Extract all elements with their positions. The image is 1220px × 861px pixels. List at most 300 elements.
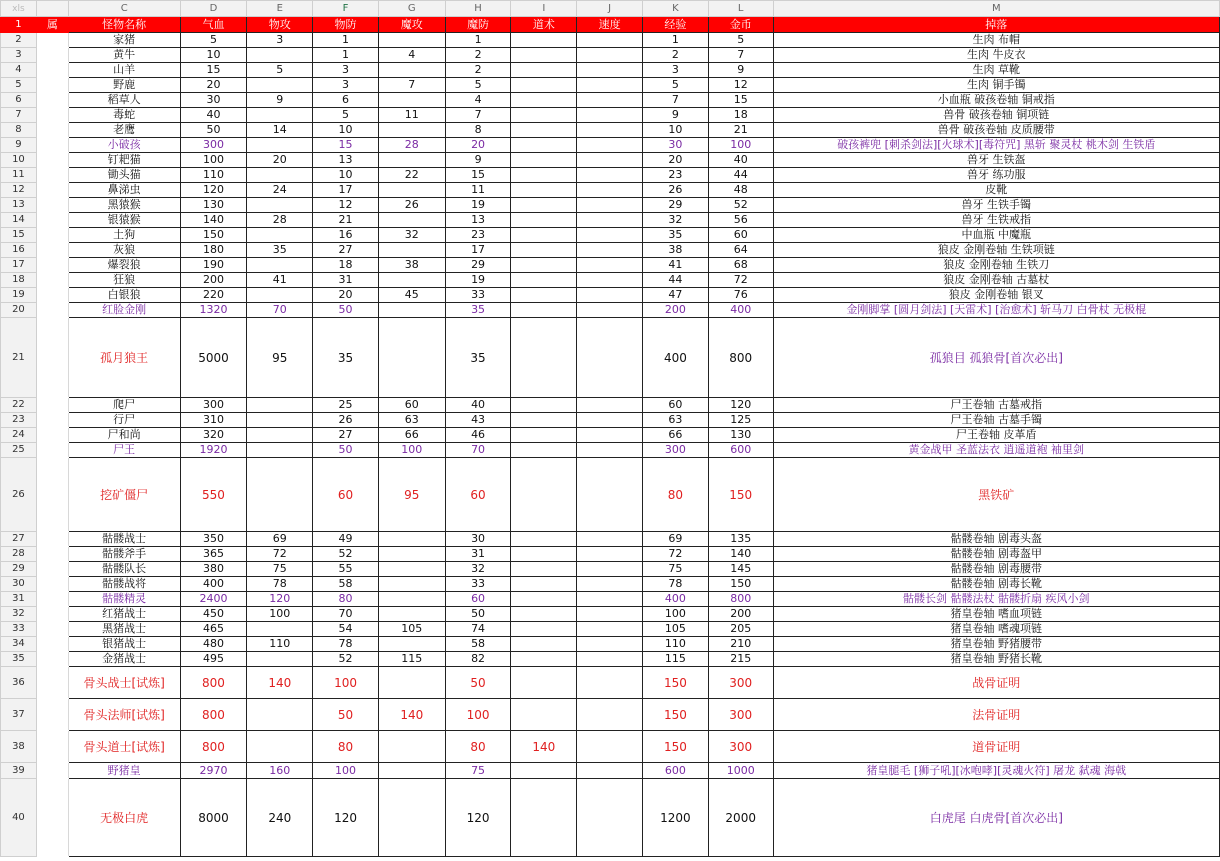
stat-cell[interactable]: 3 <box>247 33 313 48</box>
monster-name-cell[interactable]: 土狗 <box>68 228 180 243</box>
cell[interactable] <box>36 48 68 63</box>
stat-cell[interactable]: 300 <box>708 667 773 699</box>
row-header[interactable]: 1 <box>1 17 37 33</box>
row-header[interactable]: 27 <box>1 532 37 547</box>
stat-cell[interactable]: 9 <box>642 108 708 123</box>
stat-cell[interactable]: 69 <box>247 532 313 547</box>
stat-cell[interactable]: 40 <box>180 108 247 123</box>
stat-cell[interactable] <box>577 413 643 428</box>
row-header[interactable]: 20 <box>1 303 37 318</box>
cell[interactable] <box>36 699 68 731</box>
stat-cell[interactable]: 82 <box>445 652 511 667</box>
stat-cell[interactable] <box>378 213 445 228</box>
stat-cell[interactable] <box>577 607 643 622</box>
stat-cell[interactable]: 7 <box>642 93 708 108</box>
cell[interactable] <box>36 33 68 48</box>
stat-cell[interactable]: 150 <box>642 699 708 731</box>
stat-cell[interactable] <box>511 33 577 48</box>
stat-cell[interactable]: 5 <box>313 108 379 123</box>
stat-cell[interactable]: 60 <box>313 458 379 532</box>
stat-cell[interactable] <box>247 398 313 413</box>
stat-cell[interactable]: 20 <box>642 153 708 168</box>
stat-cell[interactable]: 800 <box>180 699 247 731</box>
stat-cell[interactable]: 800 <box>180 667 247 699</box>
stat-cell[interactable]: 1200 <box>642 779 708 857</box>
stat-cell[interactable]: 40 <box>445 398 511 413</box>
stat-cell[interactable]: 74 <box>445 622 511 637</box>
stat-cell[interactable]: 75 <box>642 562 708 577</box>
cell[interactable] <box>36 607 68 622</box>
stat-cell[interactable]: 100 <box>642 607 708 622</box>
monster-name-cell[interactable]: 金猪战士 <box>68 652 180 667</box>
stat-cell[interactable]: 20 <box>313 288 379 303</box>
row-header[interactable]: 36 <box>1 667 37 699</box>
stat-cell[interactable]: 70 <box>247 303 313 318</box>
row-header[interactable]: 19 <box>1 288 37 303</box>
stat-cell[interactable]: 200 <box>642 303 708 318</box>
stat-cell[interactable]: 200 <box>708 607 773 622</box>
stat-cell[interactable] <box>577 532 643 547</box>
stat-cell[interactable] <box>577 183 643 198</box>
monster-name-cell[interactable]: 骨头道士[试炼] <box>68 731 180 763</box>
stat-cell[interactable]: 600 <box>708 443 773 458</box>
stat-cell[interactable] <box>511 547 577 562</box>
row-header[interactable]: 28 <box>1 547 37 562</box>
cell[interactable] <box>36 123 68 138</box>
row-header[interactable]: 22 <box>1 398 37 413</box>
stat-cell[interactable]: 29 <box>445 258 511 273</box>
cell[interactable] <box>36 198 68 213</box>
stat-cell[interactable]: 60 <box>445 458 511 532</box>
stat-cell[interactable]: 52 <box>313 652 379 667</box>
monster-name-cell[interactable]: 老鹰 <box>68 123 180 138</box>
stat-cell[interactable]: 3 <box>313 78 379 93</box>
stat-cell[interactable]: 32 <box>445 562 511 577</box>
row-header[interactable]: 34 <box>1 637 37 652</box>
stat-cell[interactable] <box>511 228 577 243</box>
stat-cell[interactable]: 80 <box>445 731 511 763</box>
stat-cell[interactable]: 70 <box>445 443 511 458</box>
row-header[interactable]: 5 <box>1 78 37 93</box>
select-all-corner[interactable]: xls <box>1 1 37 17</box>
stat-cell[interactable]: 30 <box>445 532 511 547</box>
stat-cell[interactable]: 80 <box>313 592 379 607</box>
cell[interactable] <box>36 168 68 183</box>
stat-cell[interactable] <box>511 213 577 228</box>
stat-cell[interactable] <box>577 63 643 78</box>
row-header[interactable]: 3 <box>1 48 37 63</box>
column-header[interactable]: F <box>313 1 379 17</box>
stat-cell[interactable]: 110 <box>180 168 247 183</box>
stat-cell[interactable]: 120 <box>445 779 511 857</box>
stat-cell[interactable]: 5 <box>642 78 708 93</box>
stat-cell[interactable]: 1 <box>445 33 511 48</box>
stat-cell[interactable]: 16 <box>313 228 379 243</box>
row-header[interactable]: 40 <box>1 779 37 857</box>
drop-cell[interactable]: 战骨证明 <box>773 667 1219 699</box>
stat-cell[interactable]: 75 <box>247 562 313 577</box>
cell[interactable]: 属 <box>36 17 68 33</box>
stat-cell[interactable] <box>511 288 577 303</box>
stat-cell[interactable] <box>378 532 445 547</box>
cell[interactable] <box>36 577 68 592</box>
row-header[interactable]: 25 <box>1 443 37 458</box>
stat-cell[interactable] <box>577 123 643 138</box>
drop-cell[interactable]: 孤狼目 孤狼骨[首次必出] <box>773 318 1219 398</box>
row-header[interactable]: 15 <box>1 228 37 243</box>
stat-cell[interactable]: 200 <box>180 273 247 288</box>
column-title-cell[interactable]: 魔防 <box>445 17 511 33</box>
column-title-cell[interactable]: 物防 <box>313 17 379 33</box>
stat-cell[interactable]: 8 <box>445 123 511 138</box>
stat-cell[interactable] <box>577 458 643 532</box>
stat-cell[interactable] <box>511 303 577 318</box>
stat-cell[interactable]: 80 <box>642 458 708 532</box>
stat-cell[interactable] <box>577 303 643 318</box>
stat-cell[interactable] <box>511 153 577 168</box>
stat-cell[interactable]: 220 <box>180 288 247 303</box>
monster-name-cell[interactable]: 骨头法师[试炼] <box>68 699 180 731</box>
stat-cell[interactable]: 32 <box>642 213 708 228</box>
stat-cell[interactable]: 5 <box>247 63 313 78</box>
row-header[interactable]: 31 <box>1 592 37 607</box>
stat-cell[interactable]: 18 <box>313 258 379 273</box>
stat-cell[interactable] <box>511 138 577 153</box>
monster-name-cell[interactable]: 野鹿 <box>68 78 180 93</box>
stat-cell[interactable] <box>378 731 445 763</box>
stat-cell[interactable]: 1000 <box>708 763 773 779</box>
stat-cell[interactable]: 44 <box>642 273 708 288</box>
stat-cell[interactable]: 12 <box>708 78 773 93</box>
stat-cell[interactable]: 300 <box>642 443 708 458</box>
stat-cell[interactable] <box>378 562 445 577</box>
column-header[interactable]: E <box>247 1 313 17</box>
drop-cell[interactable]: 兽牙 生铁手镯 <box>773 198 1219 213</box>
stat-cell[interactable]: 35 <box>247 243 313 258</box>
stat-cell[interactable]: 20 <box>180 78 247 93</box>
stat-cell[interactable]: 10 <box>313 168 379 183</box>
stat-cell[interactable]: 30 <box>642 138 708 153</box>
stat-cell[interactable]: 120 <box>180 183 247 198</box>
monster-name-cell[interactable]: 尸和尚 <box>68 428 180 443</box>
stat-cell[interactable] <box>378 183 445 198</box>
stat-cell[interactable]: 2400 <box>180 592 247 607</box>
stat-cell[interactable] <box>577 153 643 168</box>
drop-cell[interactable]: 生肉 布帽 <box>773 33 1219 48</box>
drop-cell[interactable]: 中血瓶 中魔瓶 <box>773 228 1219 243</box>
column-header[interactable]: C <box>68 1 180 17</box>
stat-cell[interactable] <box>511 198 577 213</box>
stat-cell[interactable]: 180 <box>180 243 247 258</box>
stat-cell[interactable]: 10 <box>313 123 379 138</box>
cell[interactable] <box>36 532 68 547</box>
stat-cell[interactable]: 140 <box>247 667 313 699</box>
stat-cell[interactable] <box>577 78 643 93</box>
drop-cell[interactable]: 法骨证明 <box>773 699 1219 731</box>
stat-cell[interactable]: 50 <box>313 443 379 458</box>
stat-cell[interactable]: 35 <box>642 228 708 243</box>
stat-cell[interactable]: 150 <box>642 731 708 763</box>
stat-cell[interactable]: 300 <box>180 398 247 413</box>
drop-cell[interactable]: 狼皮 金刚卷轴 古墓杖 <box>773 273 1219 288</box>
stat-cell[interactable]: 35 <box>445 303 511 318</box>
monster-name-cell[interactable]: 稻草人 <box>68 93 180 108</box>
column-title-cell[interactable]: 速度 <box>577 17 643 33</box>
stat-cell[interactable]: 19 <box>445 273 511 288</box>
stat-cell[interactable]: 27 <box>313 243 379 258</box>
stat-cell[interactable]: 72 <box>247 547 313 562</box>
stat-cell[interactable]: 19 <box>445 198 511 213</box>
stat-cell[interactable]: 130 <box>708 428 773 443</box>
monster-name-cell[interactable]: 骷髅战士 <box>68 532 180 547</box>
stat-cell[interactable]: 50 <box>445 607 511 622</box>
stat-cell[interactable] <box>247 48 313 63</box>
stat-cell[interactable]: 23 <box>642 168 708 183</box>
stat-cell[interactable]: 120 <box>247 592 313 607</box>
stat-cell[interactable] <box>511 763 577 779</box>
cell[interactable] <box>36 458 68 532</box>
stat-cell[interactable] <box>247 78 313 93</box>
cell[interactable] <box>36 318 68 398</box>
stat-cell[interactable]: 215 <box>708 652 773 667</box>
stat-cell[interactable] <box>577 213 643 228</box>
stat-cell[interactable] <box>577 258 643 273</box>
stat-cell[interactable]: 60 <box>378 398 445 413</box>
stat-cell[interactable] <box>511 443 577 458</box>
stat-cell[interactable] <box>511 622 577 637</box>
stat-cell[interactable]: 2 <box>642 48 708 63</box>
stat-cell[interactable]: 310 <box>180 413 247 428</box>
stat-cell[interactable] <box>378 33 445 48</box>
stat-cell[interactable]: 6 <box>313 93 379 108</box>
drop-cell[interactable]: 白虎尾 白虎骨[首次必出] <box>773 779 1219 857</box>
stat-cell[interactable]: 120 <box>313 779 379 857</box>
stat-cell[interactable] <box>378 607 445 622</box>
stat-cell[interactable]: 300 <box>180 138 247 153</box>
stat-cell[interactable]: 50 <box>445 667 511 699</box>
cell[interactable] <box>36 108 68 123</box>
monster-name-cell[interactable]: 毒蛇 <box>68 108 180 123</box>
stat-cell[interactable] <box>577 547 643 562</box>
stat-cell[interactable]: 150 <box>708 458 773 532</box>
stat-cell[interactable]: 150 <box>642 667 708 699</box>
stat-cell[interactable]: 60 <box>708 228 773 243</box>
stat-cell[interactable] <box>511 458 577 532</box>
row-header[interactable]: 7 <box>1 108 37 123</box>
monster-name-cell[interactable]: 狂狼 <box>68 273 180 288</box>
stat-cell[interactable] <box>577 562 643 577</box>
stat-cell[interactable]: 465 <box>180 622 247 637</box>
stat-cell[interactable]: 100 <box>247 607 313 622</box>
stat-cell[interactable] <box>378 592 445 607</box>
stat-cell[interactable] <box>247 108 313 123</box>
row-header[interactable]: 16 <box>1 243 37 258</box>
drop-cell[interactable]: 兽骨 破孩卷轴 铜项链 <box>773 108 1219 123</box>
drop-cell[interactable]: 破孩裤兜 [刺杀剑法][火球术][毒符咒] 黑斩 聚灵杖 桃木剑 生铁盾 <box>773 138 1219 153</box>
stat-cell[interactable]: 205 <box>708 622 773 637</box>
row-header[interactable]: 38 <box>1 731 37 763</box>
cell[interactable] <box>36 413 68 428</box>
stat-cell[interactable]: 10 <box>180 48 247 63</box>
stat-cell[interactable] <box>511 532 577 547</box>
drop-cell[interactable]: 猪皇卷轴 嗜魂项链 <box>773 622 1219 637</box>
stat-cell[interactable]: 800 <box>180 731 247 763</box>
stat-cell[interactable] <box>247 731 313 763</box>
stat-cell[interactable]: 35 <box>313 318 379 398</box>
stat-cell[interactable] <box>247 699 313 731</box>
stat-cell[interactable] <box>378 93 445 108</box>
stat-cell[interactable]: 105 <box>642 622 708 637</box>
monster-name-cell[interactable]: 爆裂狼 <box>68 258 180 273</box>
monster-name-cell[interactable]: 鼻涕虫 <box>68 183 180 198</box>
stat-cell[interactable]: 54 <box>313 622 379 637</box>
cell[interactable] <box>36 443 68 458</box>
drop-cell[interactable]: 骷髅长剑 骷髅法杖 骷髅折扇 疾风小剑 <box>773 592 1219 607</box>
stat-cell[interactable]: 31 <box>445 547 511 562</box>
stat-cell[interactable] <box>511 108 577 123</box>
stat-cell[interactable] <box>247 138 313 153</box>
row-header[interactable]: 14 <box>1 213 37 228</box>
drop-cell[interactable]: 生肉 牛皮衣 <box>773 48 1219 63</box>
cell[interactable] <box>36 303 68 318</box>
stat-cell[interactable]: 69 <box>642 532 708 547</box>
stat-cell[interactable]: 12 <box>313 198 379 213</box>
stat-cell[interactable]: 20 <box>445 138 511 153</box>
drop-cell[interactable]: 兽骨 破孩卷轴 皮质腰带 <box>773 123 1219 138</box>
stat-cell[interactable]: 4 <box>378 48 445 63</box>
cell[interactable] <box>36 667 68 699</box>
stat-cell[interactable] <box>577 288 643 303</box>
stat-cell[interactable]: 72 <box>708 273 773 288</box>
stat-cell[interactable] <box>577 33 643 48</box>
stat-cell[interactable]: 58 <box>313 577 379 592</box>
monster-name-cell[interactable]: 银猪战士 <box>68 637 180 652</box>
drop-cell[interactable]: 兽牙 生铁盔 <box>773 153 1219 168</box>
stat-cell[interactable] <box>577 779 643 857</box>
monster-name-cell[interactable]: 黑猪战士 <box>68 622 180 637</box>
stat-cell[interactable]: 150 <box>708 577 773 592</box>
column-header[interactable]: H <box>445 1 511 17</box>
stat-cell[interactable]: 100 <box>708 138 773 153</box>
monster-name-cell[interactable]: 爬尸 <box>68 398 180 413</box>
stat-cell[interactable]: 400 <box>642 592 708 607</box>
cell[interactable] <box>36 779 68 857</box>
stat-cell[interactable]: 64 <box>708 243 773 258</box>
stat-cell[interactable]: 43 <box>445 413 511 428</box>
stat-cell[interactable]: 115 <box>378 652 445 667</box>
stat-cell[interactable] <box>378 243 445 258</box>
row-header[interactable]: 12 <box>1 183 37 198</box>
column-header[interactable]: D <box>180 1 247 17</box>
stat-cell[interactable] <box>511 168 577 183</box>
stat-cell[interactable]: 3 <box>313 63 379 78</box>
stat-cell[interactable]: 58 <box>445 637 511 652</box>
stat-cell[interactable] <box>577 667 643 699</box>
row-header[interactable]: 6 <box>1 93 37 108</box>
row-header[interactable]: 26 <box>1 458 37 532</box>
drop-cell[interactable]: 道骨证明 <box>773 731 1219 763</box>
stat-cell[interactable]: 78 <box>247 577 313 592</box>
stat-cell[interactable]: 600 <box>642 763 708 779</box>
monster-name-cell[interactable]: 银猿猴 <box>68 213 180 228</box>
monster-name-cell[interactable]: 黑猿猴 <box>68 198 180 213</box>
stat-cell[interactable] <box>511 273 577 288</box>
stat-cell[interactable]: 1 <box>313 33 379 48</box>
stat-cell[interactable]: 76 <box>708 288 773 303</box>
stat-cell[interactable]: 11 <box>378 108 445 123</box>
row-header[interactable]: 21 <box>1 318 37 398</box>
stat-cell[interactable] <box>577 592 643 607</box>
cell[interactable] <box>36 637 68 652</box>
stat-cell[interactable] <box>511 699 577 731</box>
stat-cell[interactable]: 130 <box>180 198 247 213</box>
stat-cell[interactable] <box>577 731 643 763</box>
stat-cell[interactable] <box>577 273 643 288</box>
cell[interactable] <box>36 652 68 667</box>
stat-cell[interactable]: 140 <box>378 699 445 731</box>
stat-cell[interactable]: 120 <box>708 398 773 413</box>
stat-cell[interactable] <box>511 779 577 857</box>
stat-cell[interactable] <box>511 667 577 699</box>
stat-cell[interactable] <box>511 413 577 428</box>
stat-cell[interactable]: 2 <box>445 63 511 78</box>
stat-cell[interactable]: 38 <box>378 258 445 273</box>
stat-cell[interactable]: 45 <box>378 288 445 303</box>
stat-cell[interactable] <box>577 637 643 652</box>
stat-cell[interactable]: 27 <box>313 428 379 443</box>
stat-cell[interactable] <box>511 398 577 413</box>
cell[interactable] <box>36 63 68 78</box>
stat-cell[interactable]: 63 <box>642 413 708 428</box>
stat-cell[interactable] <box>511 123 577 138</box>
drop-cell[interactable]: 尸王卷轴 皮革盾 <box>773 428 1219 443</box>
cell[interactable] <box>36 288 68 303</box>
cell[interactable] <box>36 763 68 779</box>
stat-cell[interactable]: 17 <box>445 243 511 258</box>
stat-cell[interactable]: 320 <box>180 428 247 443</box>
drop-cell[interactable]: 猪皇卷轴 野猪腰带 <box>773 637 1219 652</box>
stat-cell[interactable]: 52 <box>708 198 773 213</box>
stat-cell[interactable]: 300 <box>708 731 773 763</box>
stat-cell[interactable]: 9 <box>445 153 511 168</box>
column-title-cell[interactable]: 气血 <box>180 17 247 33</box>
stat-cell[interactable] <box>511 577 577 592</box>
stat-cell[interactable]: 32 <box>378 228 445 243</box>
drop-cell[interactable]: 骷髅卷轴 剧毒腰带 <box>773 562 1219 577</box>
cell[interactable] <box>36 213 68 228</box>
stat-cell[interactable]: 210 <box>708 637 773 652</box>
column-header[interactable]: G <box>378 1 445 17</box>
stat-cell[interactable]: 38 <box>642 243 708 258</box>
stat-cell[interactable]: 365 <box>180 547 247 562</box>
row-header[interactable]: 33 <box>1 622 37 637</box>
cell[interactable] <box>36 547 68 562</box>
stat-cell[interactable]: 450 <box>180 607 247 622</box>
cell[interactable] <box>36 243 68 258</box>
drop-cell[interactable]: 狼皮 金刚卷轴 生铁项链 <box>773 243 1219 258</box>
row-header[interactable]: 10 <box>1 153 37 168</box>
stat-cell[interactable]: 300 <box>708 699 773 731</box>
stat-cell[interactable]: 29 <box>642 198 708 213</box>
stat-cell[interactable] <box>378 763 445 779</box>
stat-cell[interactable]: 78 <box>642 577 708 592</box>
stat-cell[interactable]: 2 <box>445 48 511 63</box>
stat-cell[interactable]: 105 <box>378 622 445 637</box>
row-header[interactable]: 9 <box>1 138 37 153</box>
row-header[interactable]: 8 <box>1 123 37 138</box>
stat-cell[interactable]: 95 <box>378 458 445 532</box>
stat-cell[interactable]: 140 <box>708 547 773 562</box>
